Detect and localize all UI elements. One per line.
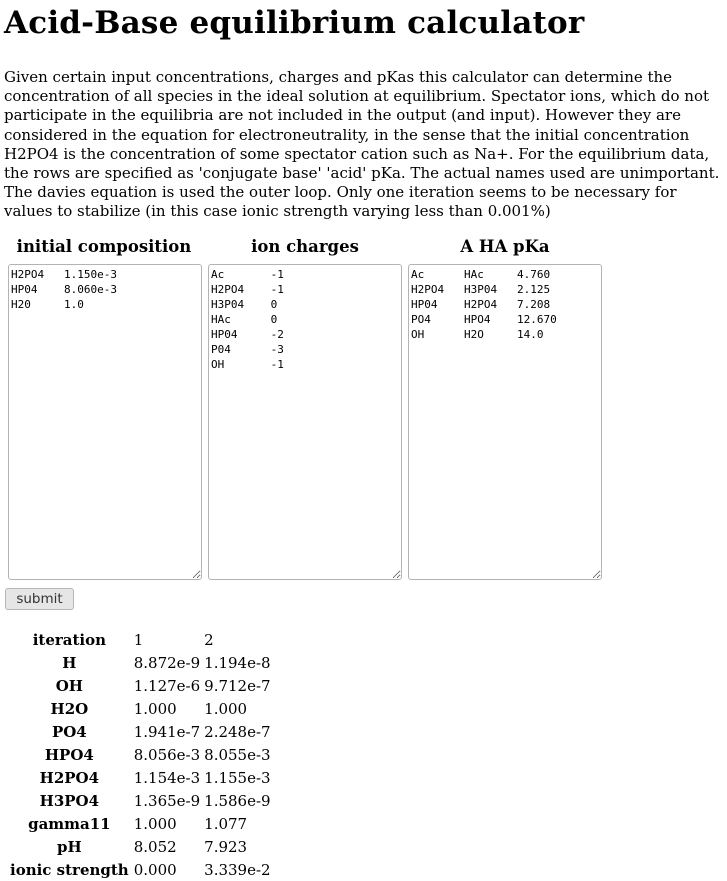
composition-label: initial composition	[16, 237, 192, 256]
row-label: iteration	[32, 630, 107, 649]
intro-paragraph: Given certain input concentrations, charges and pKas this calculator can determine the concentration of all species in the ideal solution at equilibrium. Spectator ions, which do not participate in the equilibria are not included in the output (and input). However they are considered in the equation for electroneutrality, in the sense that the initial concentration H2PO4 is the concentration of some spectator cation such as Na+. For the equilibrium data, the rows are specified as 'conjugate base' 'acid' pKa. The actual names used are unimportant. The davies equation is used the outer loop. Only one iteration seems to be necessary for values to stabilize (in this case ionic strength varying less than 0.001%)	[4, 68, 720, 221]
cell: 8.052	[133, 837, 177, 856]
table-row	[8, 835, 272, 858]
cell: 8.055e-3	[204, 745, 271, 764]
cell: 2.248e-7	[204, 722, 271, 741]
cell: 8.056e-3	[133, 745, 201, 764]
table-row	[8, 743, 272, 766]
table-row	[8, 789, 272, 812]
cell: 7.923	[204, 837, 248, 856]
cell: 1.077	[204, 814, 248, 833]
cell: 1.000	[133, 699, 177, 718]
table-row	[8, 766, 272, 789]
table-row	[8, 651, 272, 674]
page-title: Acid-Base equilibrium calculator	[4, 5, 585, 41]
table-row	[8, 812, 272, 835]
results-table	[6, 628, 274, 881]
row-label: gamma11	[28, 814, 111, 833]
row-label: H	[62, 653, 77, 672]
table-row	[8, 628, 272, 651]
pka-input[interactable]	[408, 264, 602, 580]
table-row	[8, 674, 272, 697]
cell: 9.712e-7	[204, 676, 271, 695]
charges-label: ion charges	[251, 237, 359, 256]
cell: 1.365e-9	[133, 791, 201, 810]
row-label: ionic strength	[10, 860, 129, 879]
table-row	[8, 720, 272, 743]
cell: 1.194e-8	[204, 653, 271, 672]
pka-label: A HA pKa	[460, 237, 550, 256]
row-label: H3PO4	[39, 791, 100, 810]
charges-input[interactable]	[208, 264, 402, 580]
cell: 3.339e-2	[204, 860, 271, 879]
cell: 1.000	[204, 699, 248, 718]
cell: 1.000	[133, 814, 177, 833]
cell: 1.155e-3	[204, 768, 271, 787]
cell: 1.154e-3	[133, 768, 201, 787]
row-label: pH	[57, 837, 82, 856]
cell: 1.941e-7	[133, 722, 201, 741]
cell: 8.872e-9	[133, 653, 201, 672]
row-label: HPO4	[44, 745, 94, 764]
cell: 2	[204, 630, 214, 649]
table-row	[8, 858, 272, 881]
row-label: OH	[55, 676, 83, 695]
cell: 1.586e-9	[204, 791, 271, 810]
row-label: PO4	[51, 722, 87, 741]
cell: 1	[133, 630, 144, 649]
row-label: H2PO4	[39, 768, 100, 787]
composition-input[interactable]	[8, 264, 202, 580]
cell: 1.127e-6	[133, 676, 201, 695]
table-row	[8, 697, 272, 720]
submit-button[interactable]: submit	[5, 588, 74, 610]
cell: 0.000	[133, 860, 177, 879]
row-label: H2O	[50, 699, 89, 718]
